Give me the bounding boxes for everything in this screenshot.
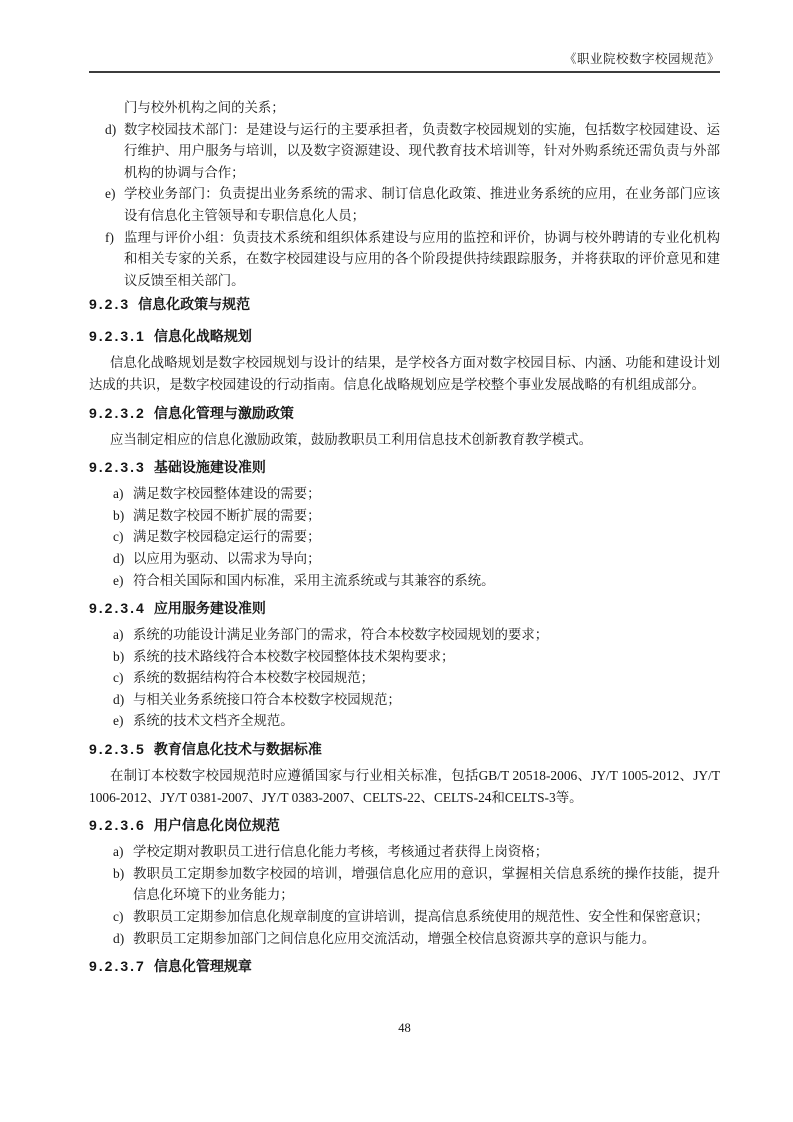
item-text: 学校业务部门：负责提出业务系统的需求、制订信息化政策、推进业务系统的应用，在业务部门应该设有信息化主管领导和专职信息化人员； [124, 186, 720, 223]
section-heading-923 [89, 293, 720, 315]
list-item [89, 570, 720, 592]
item-label: a) [113, 486, 124, 502]
heading-title: 信息化政策与规范 [138, 296, 251, 313]
item-text: 满足数字校园稳定运行的需要； [133, 529, 321, 545]
list-item [89, 183, 720, 226]
document-body [89, 97, 720, 977]
paragraph: 在制订本校数字校园规范时应遵循国家与行业相关标准，包括GB/T 20518-2006、JY/T 1005-2012、JY/T 1006-2012、JY/T 0381-2007、JY/T 0383-2007、CELTS-22、CELTS-24和CELTS-3等。 [89, 768, 720, 805]
item-label: e) [105, 186, 116, 202]
org-roles-list [89, 119, 720, 292]
item-text: 满足数字校园整体建设的需要； [133, 486, 321, 502]
item-text: 以应用为驱动、以需求为导向； [133, 550, 321, 566]
page-footer [89, 1021, 720, 1036]
list-item [89, 624, 720, 646]
heading-number: 9.2.3.6 [89, 817, 146, 834]
application-criteria-list [89, 624, 720, 732]
item-label: d) [105, 121, 117, 137]
item-text: 系统的技术路线符合本校数字校园整体技术架构要求； [133, 648, 455, 664]
list-item [89, 526, 720, 548]
item-label: d) [113, 930, 125, 946]
item-text: 系统的数据结构符合本校数字校园规范； [133, 670, 375, 686]
item-label: e) [113, 713, 124, 729]
item-label: b) [113, 507, 125, 523]
list-item [89, 646, 720, 668]
user-post-rules-list [89, 841, 720, 949]
page-header [89, 52, 720, 73]
list-item [89, 483, 720, 505]
item-text: 符合相关国际和国内标准，采用主流系统或与其兼容的系统。 [133, 572, 495, 588]
item-text: 教职员工定期参加信息化规章制度的宣讲培训，提高信息系统使用的规范性、安全性和保密意识； [133, 909, 709, 925]
item-label: d) [113, 550, 125, 566]
heading-title: 教育信息化技术与数据标准 [153, 741, 322, 758]
item-text: 教职员工定期参加数字校园的培训，增强信息化应用的意识，掌握相关信息系统的操作技能，提升信息化环境下的业务能力； [133, 865, 720, 903]
list-item [89, 710, 720, 732]
item-text: 与相关业务系统接口符合本校数字校园规范； [133, 691, 401, 707]
item-label: f) [105, 229, 114, 245]
list-item [89, 667, 720, 689]
item-text: 教职员工定期参加部门之间信息化应用交流活动，增强全校信息资源共享的意识与能力。 [133, 930, 656, 946]
heading-title: 信息化战略规划 [153, 328, 252, 345]
header-rule [89, 71, 720, 73]
list-item [89, 548, 720, 570]
heading-number: 9.2.3.3 [89, 459, 146, 476]
heading-title: 应用服务建设准则 [153, 600, 266, 617]
heading-title: 用户信息化岗位规范 [153, 817, 280, 834]
heading-number: 9.2.3.7 [89, 958, 146, 975]
heading-number: 9.2.3 [89, 296, 131, 313]
list-item [89, 906, 720, 928]
section-heading-9234 [89, 597, 720, 619]
item-label: d) [113, 691, 125, 707]
section-heading-9237 [89, 955, 720, 977]
item-text: 数字校园技术部门：是建设与运行的主要承担者，负责数字校园规划的实施，包括数字校园建设、运行维护、用户服务与培训，以及数字资源建设、现代教育技术培训等，针对外购系统还需负责与外部机构的协调与合作； [124, 121, 720, 180]
section-heading-9231 [89, 325, 720, 347]
page-number: 48 [398, 1021, 411, 1035]
item-text: 学校定期对教职员工进行信息化能力考核，考核通过者获得上岗资格； [133, 844, 549, 860]
list-item [89, 841, 720, 863]
item-label: a) [113, 844, 124, 860]
heading-number: 9.2.3.4 [89, 600, 146, 617]
continuation-line: 门与校外机构之间的关系； [124, 100, 285, 115]
section-heading-9236 [89, 814, 720, 836]
item-text: 满足数字校园不断扩展的需要； [133, 507, 321, 523]
item-label: c) [113, 909, 124, 925]
heading-title: 基础设施建设准则 [153, 459, 266, 476]
item-text: 监理与评价小组：负责技术系统和组织体系建设与应用的监控和评价，协调与校外聘请的专业化机构和相关专家的关系，在数字校园建设与应用的各个阶段提供持续跟踪服务，并将获取的评价意见和建议反馈至相关部门。 [124, 229, 720, 288]
heading-number: 9.2.3.5 [89, 741, 146, 758]
section-heading-9233 [89, 456, 720, 478]
item-text: 系统的功能设计满足业务部门的需求，符合本校数字校园规划的要求； [133, 627, 549, 643]
list-item [89, 863, 720, 906]
infrastructure-criteria-list [89, 483, 720, 591]
list-item [89, 928, 720, 950]
item-label: c) [113, 670, 124, 686]
heading-number: 9.2.3.2 [89, 404, 146, 421]
heading-title: 信息化管理与激励政策 [153, 404, 294, 421]
list-item [89, 227, 720, 292]
item-label: a) [113, 627, 124, 643]
list-item [89, 505, 720, 527]
item-label: e) [113, 572, 124, 588]
item-text: 系统的技术文档齐全规范。 [133, 713, 294, 729]
item-label: b) [113, 648, 125, 664]
paragraph: 信息化战略规划是数字校园规划与设计的结果，是学校各方面对数字校园目标、内涵、功能和建设计划达成的共识，是数字校园建设的行动指南。信息化战略规划应是学校整个事业发展战略的有机组成部分。 [89, 355, 720, 392]
section-heading-9235 [89, 738, 720, 760]
running-title: 《职业院校数字校园规范》 [563, 52, 720, 66]
item-label: b) [113, 865, 125, 881]
paragraph: 应当制定相应的信息化激励政策，鼓励教职员工利用信息技术创新教育教学模式。 [110, 431, 593, 447]
heading-number: 9.2.3.1 [89, 328, 146, 345]
list-item [89, 119, 720, 184]
list-item [89, 689, 720, 711]
heading-title: 信息化管理规章 [153, 958, 252, 975]
section-heading-9232 [89, 402, 720, 424]
item-label: c) [113, 529, 124, 545]
